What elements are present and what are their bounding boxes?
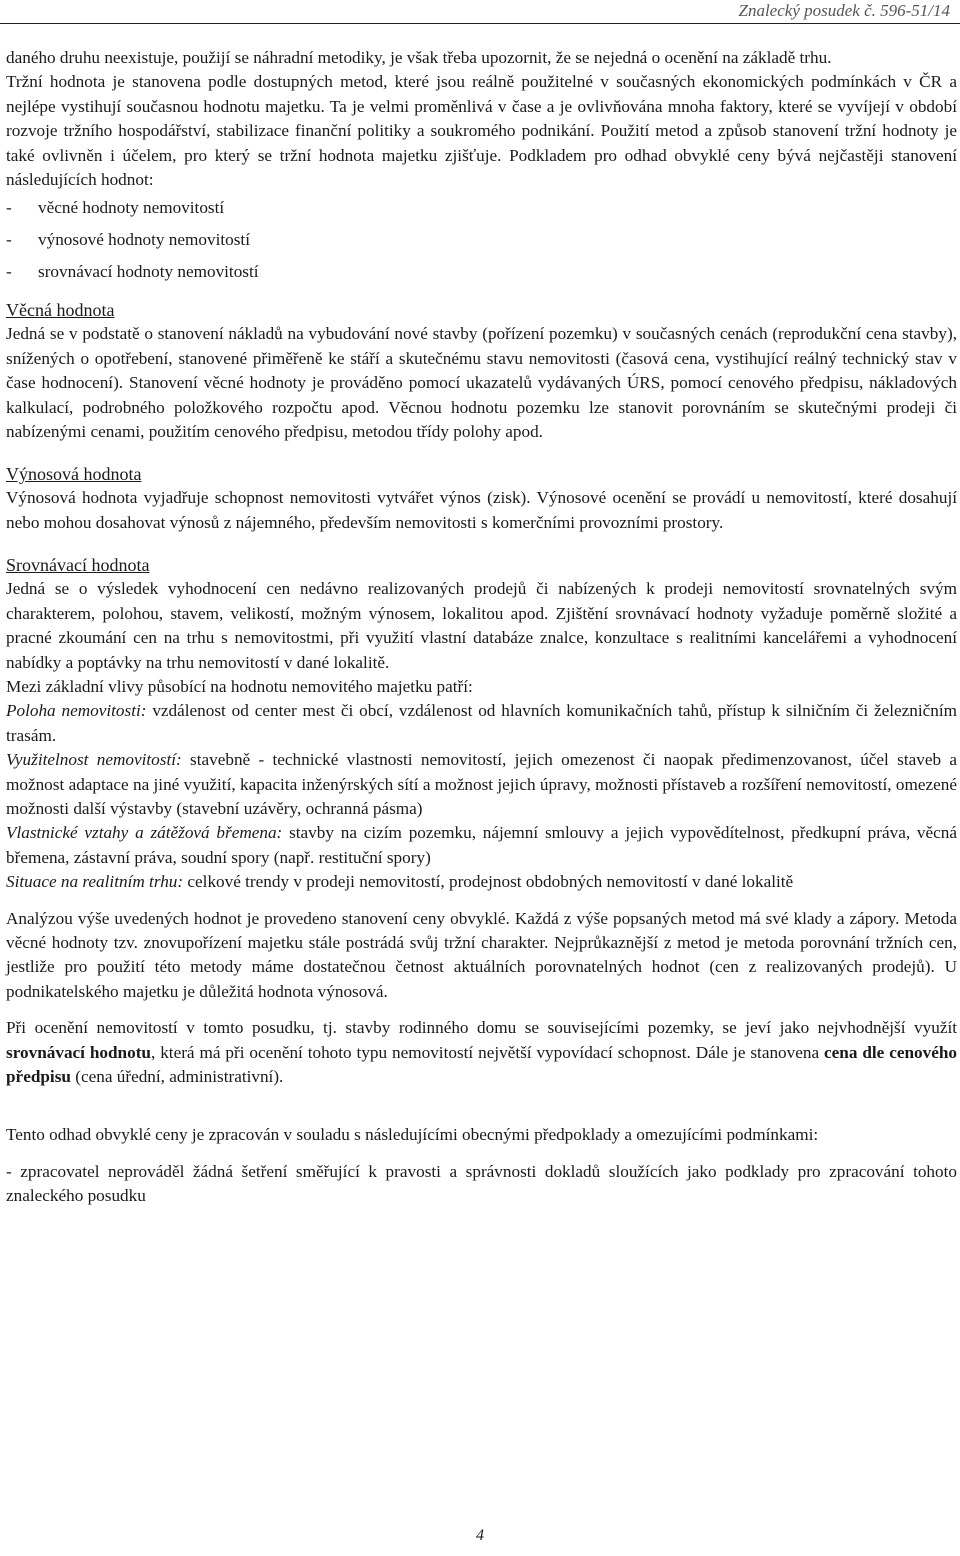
influence-text: stavebně - technické vlastnosti nemovitostí, jejich omezenost či naopak předimenzovanost, účel staveb a možnost adaptace na jiné využití, kapacita inženýrských sítí a možnost jejich úpravy, možnosti přístaveb a rozšíření nemovitostí, omezené možnosti další výstavby (stavební uzávěry, ochranná pásma) [6,750,957,818]
influence-label: Využitelnost nemovitostí: [6,750,182,770]
paragraph-material-value: Jedná se v podstatě o stanovení nákladů na vybudování nové stavby (pořízení pozemku) v současných cenách (reprodukční cena stavby), snížených o opotřebení, stanovené přiměřeně ke stáří a skutečnému stavu nemovitosti (časová cena, vystihující reálný technický stav v čase hodnocení). Stanovení věcné hodnoty je prováděno pomocí ukazatelů vydávaných ÚRS, pomocí cenového předpisu, nákladových kalkulací, podrobného položkového rozpočtu apod. Věcnou hodnotu pozemku lze stanovit porovnáním se skutečnými prodeji či nabízenými cenami, použitím cenového předpisu, metodou třídy polohy apod. [6,324,957,442]
document-body [6,46,957,1209]
paragraph-market-value [6,70,957,192]
heading-material-value: Věcná hodnota [6,300,115,321]
paragraph-analysis: Analýzou výše uvedených hodnot je provedeno stanovení ceny obvyklé. Každá z výše popsaných metod má své klady a zápory. Metoda věcné hodnoty tzv. znovupořízení majetku stále postrádá svůj tržní charakter. Nejprůkaznější z metod je metoda porovnání tržních cen, jestliže pro použití této metody máme dostatečnou četnost aktuálních porovnatelných hodnot (cen z realizovaných prodejů). U podnikatelského majetku je důležitá hodnota výnosová. [6,908,957,1001]
influence-ownership [6,821,957,870]
market-value-text-c: Podkladem pro odhad obvyklé ceny bývá nejčastěji stanovení následujících hodnot: [6,145,958,190]
influence-location [6,699,957,748]
valuation-emphasis-price-regulation: cena dle cenového předpisu [6,1042,957,1086]
list-item-text: věcné hodnoty nemovitostí [38,198,225,218]
page-number: 4 [476,1527,484,1544]
influence-text: stavby na cizím pozemku, nájemní smlouvy a jejich vypovědítelnost, předkupní práva, věcná břemena, zástavní práva, soudní spory (např. restituční spory) [6,823,957,867]
influence-label: Poloha nemovitosti: [6,701,147,721]
list-dash: - [6,198,12,218]
valuation-text-e: (cena úřední, administrativní). [70,1067,284,1086]
influence-market-situation [6,870,957,894]
paragraph-comparative-value: Jedná se o výsledek vyhodnocení cen nedávno realizovaných prodejů či nabízených k prodeji nemovitostí srovnatelných svým charakterem, polohou, stavem, velikostí, možným výnosem, lokalitou apod. Zjištění srovnávací hodnoty vyžaduje poměrně složité a pracné zkoumání cen na trhu s nemovitostmi, při využití vlastní databáze znalce, konzultace s realitními kancelářemi a vyhodnocení nabídky a poptávky na trhu nemovitostí v dané lokalitě. [6,579,957,672]
page-header [0,0,960,24]
paragraph-income-value: Výnosová hodnota vyjadřuje schopnost nemovitosti vytvářet výnos (zisk). Výnosové ocenění se provádí u nemovitostí, které dosahují nebo mohou dosahovat výnosů z nájemného, především nemovitosti s komerčními provozními prostory. [6,488,957,532]
market-value-text-b: Použití metod a způsob stanovení tržní hodnoty je také ovlivněn i účelem, pro který se tržní hodnota majetku zjišťuje. [6,121,958,165]
influence-text: celkové trendy v prodeji nemovitostí, prodejnost obdobných nemovitostí v dané lokalitě [183,872,794,892]
list-item [6,228,957,252]
influence-label: Situace na realitním trhu: [6,872,184,892]
valuation-emphasis-comparative: srovnávací hodnotu [6,1042,151,1062]
paragraph-valuation-method [6,1016,957,1089]
list-item-text: srovnávací hodnoty nemovitostí [38,262,259,282]
paragraph-estimate-conditions: Tento odhad obvyklé ceny je zpracován v souladu s následujícími obecnými předpoklady a omezujícími podmínkami: [6,1125,819,1145]
document-title: Znalecký posudek č. 596-51/14 [738,1,950,20]
influence-usability [6,748,957,821]
market-value-text-a: Tržní hodnota je stanovena podle dostupných metod, které jsou reálně použitelné v současných ekonomických podmínkách v ČR a nejlépe vystihují současnou hodnotu majetku. Ta je velmi proměnlivá v čase a je ovlivňována mnoha faktory, které se vyvíjejí v období rozvoje tržního hospodářství, stabilizace finanční politiky a soukromého podnikání. [6,72,957,141]
valuation-text-a: Při ocenění nemovitostí v tomto posudku, tj. stavby rodinného domu se souvisejícími pozemky, se jeví jako nejvhodnější využít [6,1018,957,1038]
paragraph-condition-item: - zpracovatel neprováděl žádná šetření směřující k pravosti a správnosti dokladů sloužících jako podklady pro zpracování tohoto znaleckého posudku [6,1161,957,1206]
influence-label: Vlastnické vztahy a zátěžová břemena: [6,823,283,843]
paragraph-influences-intro: Mezi základní vlivy působící na hodnotu nemovitého majetku patří: [6,676,473,696]
value-types-list [6,196,957,284]
valuation-text-c: , která má při ocenění tohoto typu nemovitostí největší vypovídací schopnost. Dále je stanovena [151,1042,824,1062]
list-item [6,196,957,220]
list-item-text: výnosové hodnoty nemovitostí [38,230,250,250]
header-divider [0,23,960,24]
heading-comparative-value: Srovnávací hodnota [6,555,150,576]
paragraph-intro: daného druhu neexistuje, použijí se náhradní metodiky, je však třeba upozornit, že se nejedná o ocenění na základě trhu. [6,48,832,67]
influence-text: vzdálenost od center mest či obcí, vzdálenost od hlavních komunikačních tahů, přístup k silničním či železničním trasám. [6,701,957,745]
list-dash: - [6,230,12,250]
list-dash: - [6,262,12,282]
list-item [6,260,957,284]
heading-income-value: Výnosová hodnota [6,464,142,485]
